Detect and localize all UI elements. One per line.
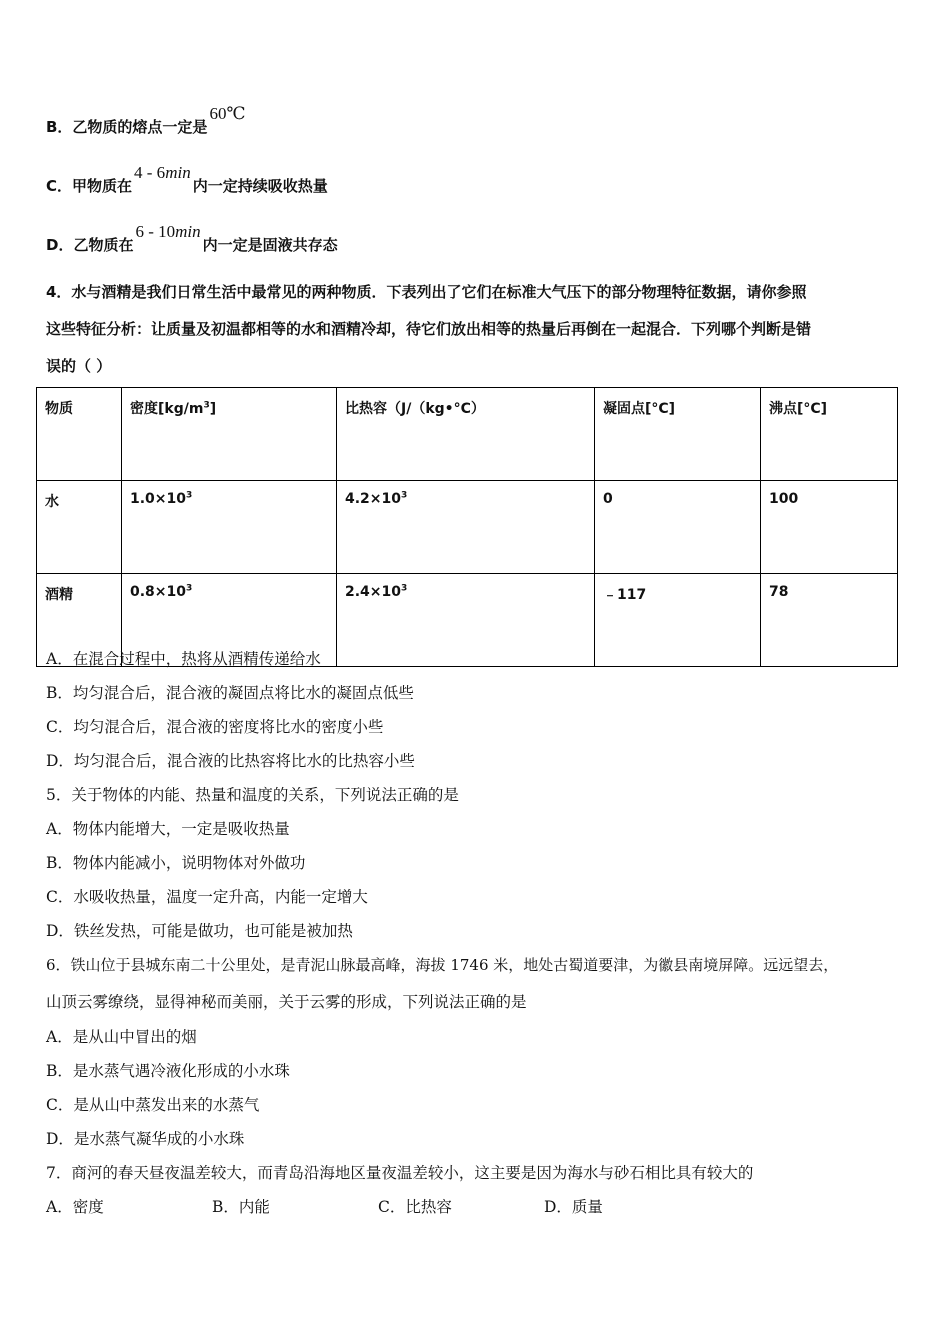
header-density-label: 密度[kg/m bbox=[130, 401, 204, 417]
q4-option-d: D．均匀混合后，混合液的比热容将比水的比热容小些 bbox=[46, 752, 415, 770]
q3-option-d-text-post: 内一定是固液共存态 bbox=[202, 236, 338, 254]
q6-stem-line-2: 山顶云雾缭绕，显得神秘而美丽，关于云雾的形成，下列说法正确的是 bbox=[46, 993, 527, 1011]
q3-option-b-text: B．乙物质的熔点一定是 bbox=[46, 118, 208, 136]
header-boiling-point: 沸点[°C] bbox=[761, 388, 898, 481]
q3-option-d bbox=[46, 222, 338, 255]
q7-stem: 7．商河的春天昼夜温差较大，而青岛沿海地区量夜温差较小，这主要是因为海水与砂石相比具有较大的 bbox=[46, 1164, 754, 1182]
q6-option-c: C．是从山中蒸发出来的水蒸气 bbox=[46, 1096, 260, 1114]
cell-heat-base: 4.2×10 bbox=[345, 491, 402, 507]
cell-density-exp: 3 bbox=[186, 490, 193, 501]
q3-option-d-math bbox=[135, 222, 200, 241]
q4-option-a: A．在混合过程中，热将从酒精传递给水 bbox=[46, 650, 321, 668]
table-header-row bbox=[37, 388, 898, 481]
q4-stem-line-1: 4．水与酒精是我们日常生活中最常见的两种物质．下表列出了它们在标准大气压下的部分物理特征数据，请你参照 bbox=[46, 283, 807, 301]
q7-option-c: C．比热容 bbox=[378, 1198, 452, 1216]
q6-stem-line-1: 6．铁山位于县城东南二十公里处，是青泥山脉最高峰，海拔 1746 米，地处古蜀道要津，为徽县南境屏障。远远望去， bbox=[46, 956, 839, 974]
cell-boiling-point: 78 bbox=[761, 574, 898, 667]
header-density-suffix: ] bbox=[209, 401, 217, 417]
header-density bbox=[122, 388, 337, 481]
q3-option-d-math-range: 6 - 10 bbox=[135, 222, 176, 241]
q7-option-b: B．内能 bbox=[212, 1198, 270, 1216]
q5-option-b: B．物体内能减小，说明物体对外做功 bbox=[46, 854, 306, 872]
cell-density-base: 1.0×10 bbox=[130, 491, 187, 507]
q5-option-c: C．水吸收热量，温度一定升高，内能一定增大 bbox=[46, 888, 368, 906]
cell-specific-heat bbox=[337, 574, 595, 667]
q6-option-d: D．是水蒸气凝华成的小水珠 bbox=[46, 1130, 245, 1148]
cell-freezing-point: 0 bbox=[595, 481, 761, 574]
cell-substance: 水 bbox=[37, 481, 122, 574]
q7-option-a: A．密度 bbox=[46, 1198, 104, 1216]
q6-option-a: A．是从山中冒出的烟 bbox=[46, 1028, 197, 1046]
q3-option-d-text: D．乙物质在 bbox=[46, 236, 134, 254]
q3-option-c-text-post: 内一定持续吸收热量 bbox=[192, 177, 328, 195]
q7-options bbox=[46, 1195, 710, 1217]
cell-heat-exp: 3 bbox=[401, 583, 408, 594]
cell-substance: 酒精 bbox=[37, 574, 122, 667]
header-freezing-point: 凝固点[°C] bbox=[595, 388, 761, 481]
q4-stem-line-2: 这些特征分析：让质量及初温都相等的水和酒精冷却，待它们放出相等的热量后再倒在一起混合．下列哪个判断是错 bbox=[46, 320, 812, 338]
q3-option-d-math-unit: min bbox=[175, 222, 201, 241]
cell-heat-exp: 3 bbox=[401, 490, 408, 501]
q7-option-d: D．质量 bbox=[544, 1198, 603, 1216]
q6-option-b: B．是水蒸气遇冷液化形成的小水珠 bbox=[46, 1062, 290, 1080]
q4-option-b: B．均匀混合后，混合液的凝固点将比水的凝固点低些 bbox=[46, 684, 414, 702]
header-substance: 物质 bbox=[37, 388, 122, 481]
table-row bbox=[37, 481, 898, 574]
q5-stem: 5．关于物体的内能、热量和温度的关系，下列说法正确的是 bbox=[46, 786, 459, 804]
header-specific-heat: 比热容（J/（kg•°C） bbox=[337, 388, 595, 481]
q3-option-c-math-unit: min bbox=[165, 163, 191, 182]
cell-heat-base: 2.4×10 bbox=[345, 584, 402, 600]
q3-option-c-math-range: 4 - 6 bbox=[134, 163, 166, 182]
cell-freezing-point: ﹣117 bbox=[595, 574, 761, 667]
q3-option-b bbox=[46, 104, 247, 137]
q5-option-a: A．物体内能增大，一定是吸收热量 bbox=[46, 820, 290, 838]
header-density-exp: 3 bbox=[203, 400, 210, 411]
q4-stem-line-3: 误的（ ） bbox=[46, 357, 112, 375]
cell-boiling-point: 100 bbox=[761, 481, 898, 574]
q4-option-c: C．均匀混合后，混合液的密度将比水的密度小些 bbox=[46, 718, 384, 736]
properties-table bbox=[36, 387, 898, 667]
q5-option-d: D．铁丝发热，可能是做功，也可能是被加热 bbox=[46, 922, 353, 940]
cell-density-base: 0.8×10 bbox=[130, 584, 187, 600]
cell-specific-heat bbox=[337, 481, 595, 574]
q3-option-c-math bbox=[134, 163, 191, 182]
q3-option-c bbox=[46, 163, 328, 196]
cell-density bbox=[122, 481, 337, 574]
q3-option-c-text: C．甲物质在 bbox=[46, 177, 133, 195]
cell-density-exp: 3 bbox=[186, 583, 193, 594]
q3-option-b-math: 60℃ bbox=[209, 104, 246, 123]
